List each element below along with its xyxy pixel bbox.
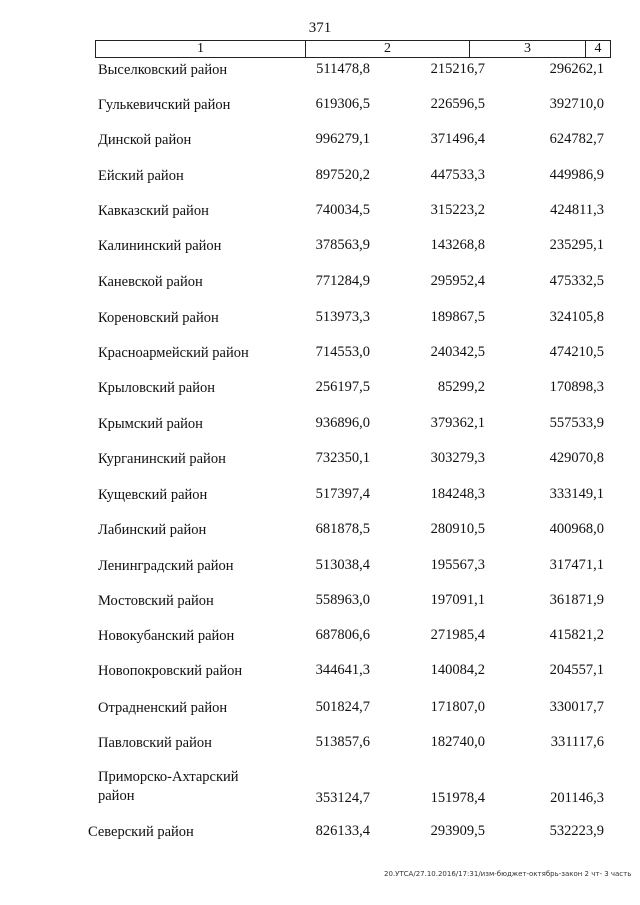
value-col-4: 361871,9 [549, 592, 604, 608]
value-col-3: 195567,3 [430, 557, 485, 573]
value-col-4: 330017,7 [549, 699, 604, 715]
value-col-4: 392710,0 [549, 96, 604, 112]
value-col-2: 714553,0 [315, 344, 370, 360]
district-name: Ленинградский район [98, 558, 234, 574]
district-name: Северский район [88, 824, 194, 840]
value-col-3: 303279,3 [430, 450, 485, 466]
value-col-4: 324105,8 [549, 309, 604, 325]
value-col-3: 85299,2 [437, 379, 485, 395]
column-header-3: 3 [470, 41, 586, 57]
district-name: Кореновский район [98, 310, 219, 326]
value-col-3: 226596,5 [430, 96, 485, 112]
district-name: Отрадненский район [98, 700, 228, 716]
district-name: Павловский район [98, 735, 212, 751]
value-col-2: 344641,3 [315, 662, 370, 678]
column-header-4: 4 [594, 41, 602, 56]
district-name: Гулькевичский район [98, 97, 231, 113]
value-col-3: 371496,4 [430, 131, 485, 147]
document-footer: 20.УТСА/27.10.2016/17:31/изм-бюджет-октябрь-закон 2 чт- 3 часть [384, 870, 632, 878]
district-name: Мостовский район [98, 593, 214, 609]
value-col-3: 197091,1 [430, 592, 485, 608]
value-col-2: 353124,7 [315, 790, 370, 806]
value-col-2: 740034,5 [315, 202, 370, 218]
value-col-3: 280910,5 [430, 521, 485, 537]
value-col-3: 215216,7 [430, 61, 485, 77]
value-col-3: 447533,3 [430, 167, 485, 183]
value-col-4: 429070,8 [549, 450, 604, 466]
value-col-4: 624782,7 [549, 131, 604, 147]
value-col-4: 235295,1 [549, 237, 604, 253]
value-col-2: 513038,4 [315, 557, 370, 573]
value-col-4: 204557,1 [549, 662, 604, 678]
column-header-2: 2 [306, 41, 470, 57]
district-name: Кавказский район [98, 203, 209, 219]
value-col-4: 532223,9 [549, 823, 604, 839]
value-col-4: 170898,3 [549, 379, 604, 395]
value-col-3: 240342,5 [430, 344, 485, 360]
value-col-4: 415821,2 [549, 627, 604, 643]
value-col-2: 732350,1 [315, 450, 370, 466]
value-col-2: 513857,6 [315, 734, 370, 750]
value-col-3: 293909,5 [430, 823, 485, 839]
district-name: Кущевский район [98, 487, 208, 503]
district-name: Красноармейский район [98, 345, 249, 361]
district-name: Выселковский район [98, 62, 228, 78]
value-col-2: 501824,7 [315, 699, 370, 715]
value-col-3: 143268,8 [430, 237, 485, 253]
value-col-4: 424811,3 [550, 202, 604, 218]
value-col-2: 936896,0 [315, 415, 370, 431]
value-col-2: 826133,4 [315, 823, 370, 839]
value-col-2: 256197,5 [315, 379, 370, 395]
value-col-3: 295952,4 [430, 273, 485, 289]
value-col-3: 184248,3 [430, 486, 485, 502]
value-col-2: 517397,4 [315, 486, 370, 502]
district-name: Ейский район [98, 168, 184, 184]
value-col-2: 619306,5 [315, 96, 370, 112]
value-col-3: 189867,5 [430, 309, 485, 325]
value-col-4: 296262,1 [549, 61, 604, 77]
district-name: Динской район [98, 132, 192, 148]
district-name-line-1: Приморско-Ахтарский [98, 769, 239, 785]
value-col-2: 558963,0 [315, 592, 370, 608]
value-col-2: 681878,5 [315, 521, 370, 537]
district-name-line-2: район [98, 788, 135, 804]
value-col-3: 379362,1 [430, 415, 485, 431]
column-header-1: 1 [96, 41, 306, 57]
value-col-3: 315223,2 [430, 202, 485, 218]
value-col-4: 475332,5 [549, 273, 604, 289]
value-col-4: 331117,6 [550, 734, 604, 750]
value-col-2: 378563,9 [315, 237, 370, 253]
district-name: Новокубанский район [98, 628, 235, 644]
page-number: 371 [308, 20, 332, 36]
value-col-4: 333149,1 [549, 486, 604, 502]
value-col-3: 182740,0 [430, 734, 485, 750]
value-col-2: 897520,2 [315, 167, 370, 183]
district-name: Крыловский район [98, 380, 215, 396]
value-col-4: 317471,1 [549, 557, 604, 573]
value-col-3: 140084,2 [430, 662, 485, 678]
value-col-4: 557533,9 [549, 415, 604, 431]
district-name: Каневской район [98, 274, 203, 290]
value-col-3: 151978,4 [430, 790, 485, 806]
value-col-4: 201146,3 [550, 790, 604, 806]
district-name: Курганинский район [98, 451, 226, 467]
value-col-2: 687806,6 [315, 627, 370, 643]
district-name: Крымский район [98, 416, 203, 432]
value-col-2: 771284,9 [315, 273, 370, 289]
value-col-4: 449986,9 [549, 167, 604, 183]
value-col-2: 513973,3 [315, 309, 370, 325]
district-name: Калининский район [98, 238, 222, 254]
district-name: Новопокровский район [98, 663, 243, 679]
value-col-2: 511478,8 [316, 61, 370, 77]
value-col-4: 474210,5 [549, 344, 604, 360]
value-col-3: 271985,4 [430, 627, 485, 643]
value-col-3: 171807,0 [430, 699, 485, 715]
value-col-4: 400968,0 [549, 521, 604, 537]
table-header [95, 40, 611, 58]
value-col-2: 996279,1 [315, 131, 370, 147]
district-name: Лабинский район [98, 522, 207, 538]
